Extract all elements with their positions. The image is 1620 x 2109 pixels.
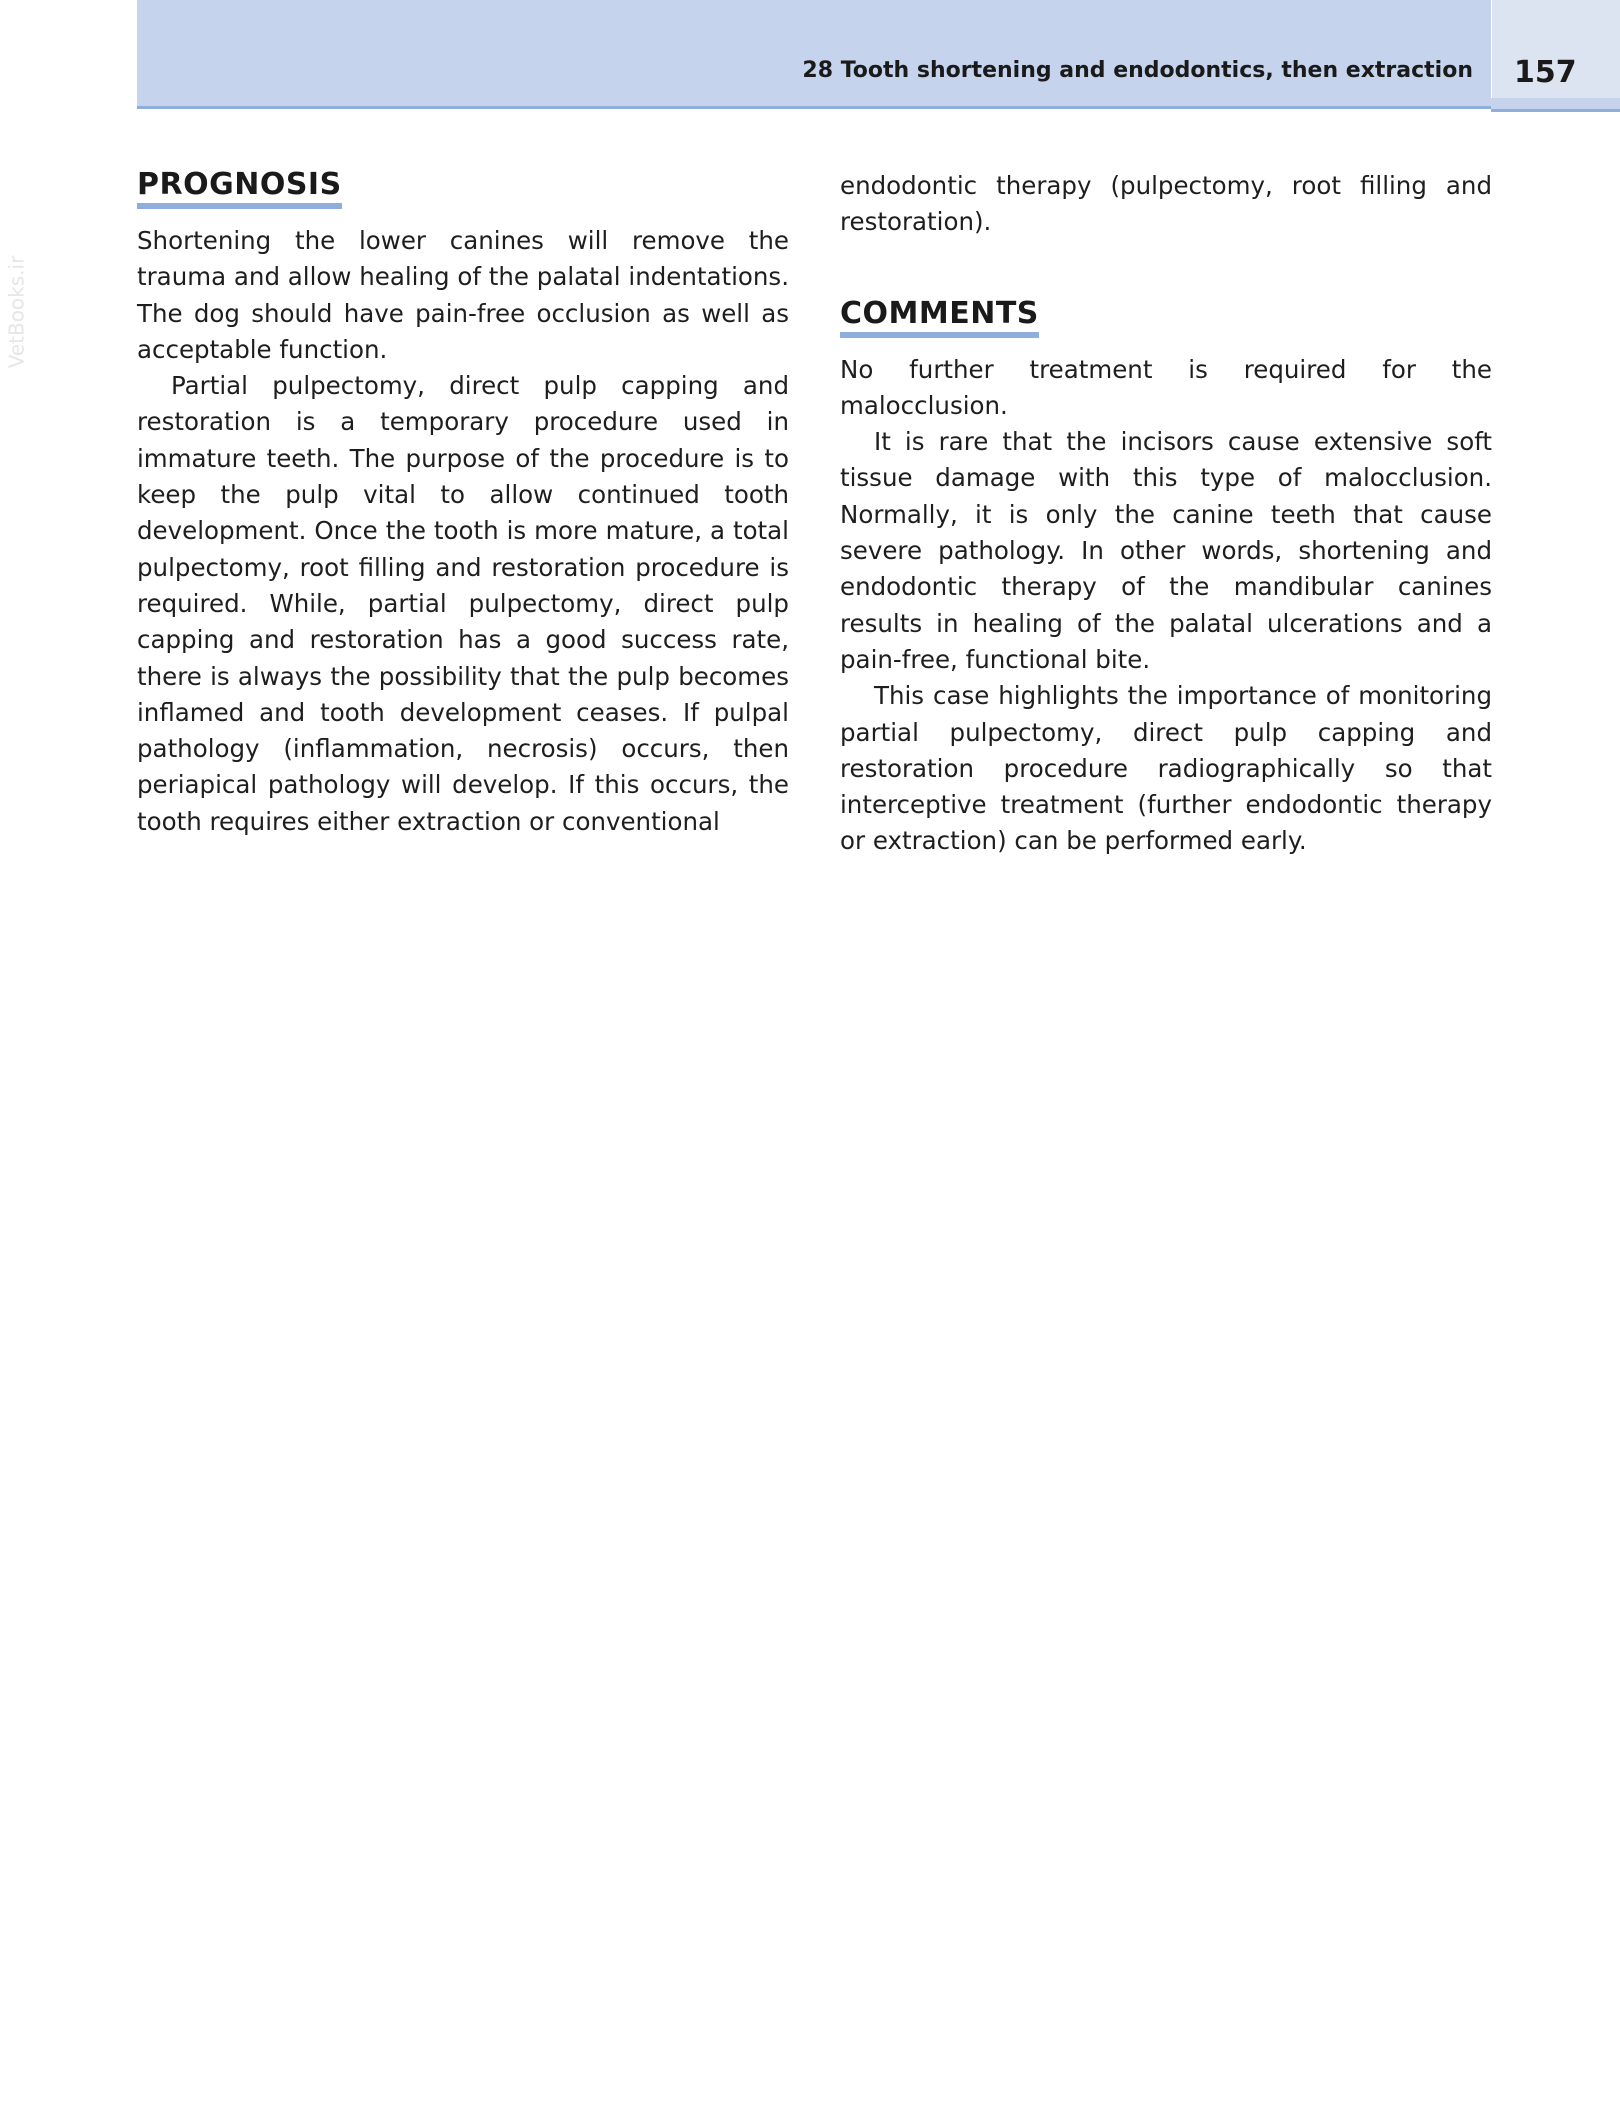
comments-paragraph-1: No further treatment is required for the malocclusion. bbox=[840, 354, 1492, 420]
prognosis-heading: PROGNOSIS bbox=[137, 168, 342, 209]
left-column bbox=[137, 168, 789, 840]
header-band bbox=[137, 0, 1491, 109]
page-number: 157 bbox=[1514, 55, 1577, 90]
running-chapter-title: 28 Tooth shortening and endodontics, then extraction bbox=[802, 58, 1473, 83]
header-rule-extension bbox=[1491, 98, 1620, 112]
section-spacer bbox=[840, 241, 1492, 297]
right-column bbox=[840, 168, 1492, 860]
comments-paragraph-3: This case highlights the importance of monitoring partial pulpectomy, direct pulp capping and restoration procedure radiographically so that interceptive treatment (further endodontic therapy or extraction) can be performed early. bbox=[840, 681, 1492, 856]
watermark: VetBooks.ir bbox=[4, 255, 29, 369]
comments-paragraph-2: It is rare that the incisors cause extensive soft tissue damage with this type of malocclusion. Normally, it is only the canine teeth that cause severe pathology. In other words, shortening and endodontic therapy of the mandibular canines results in healing of the palatal ulcerations and a pain-free, functional bite. bbox=[840, 427, 1492, 674]
prognosis-paragraph-continued: endodontic therapy (pulpectomy, root filling and restoration). bbox=[840, 171, 1492, 237]
prognosis-paragraph-2: Partial pulpectomy, direct pulp capping and restoration is a temporary procedure used in immature teeth. The purpose of the procedure is to keep the pulp vital to allow continued tooth development. Once the tooth is more mature, a total pulpectomy, root filling and restoration procedure is required. While, partial pulpectomy, direct pulp capping and restoration has a good success rate, there is always the possibility that the pulp becomes inflamed and tooth development ceases. If pulpal pathology (inflammation, necrosis) occurs, then periapical pathology will develop. If this occurs, the tooth requires either extraction or conventional bbox=[137, 371, 789, 836]
comments-heading: COMMENTS bbox=[840, 297, 1039, 338]
prognosis-paragraph-1: Shortening the lower canines will remove the trauma and allow healing of the palatal indentations. The dog should have pain-free occlusion as well as acceptable function. bbox=[137, 226, 789, 364]
